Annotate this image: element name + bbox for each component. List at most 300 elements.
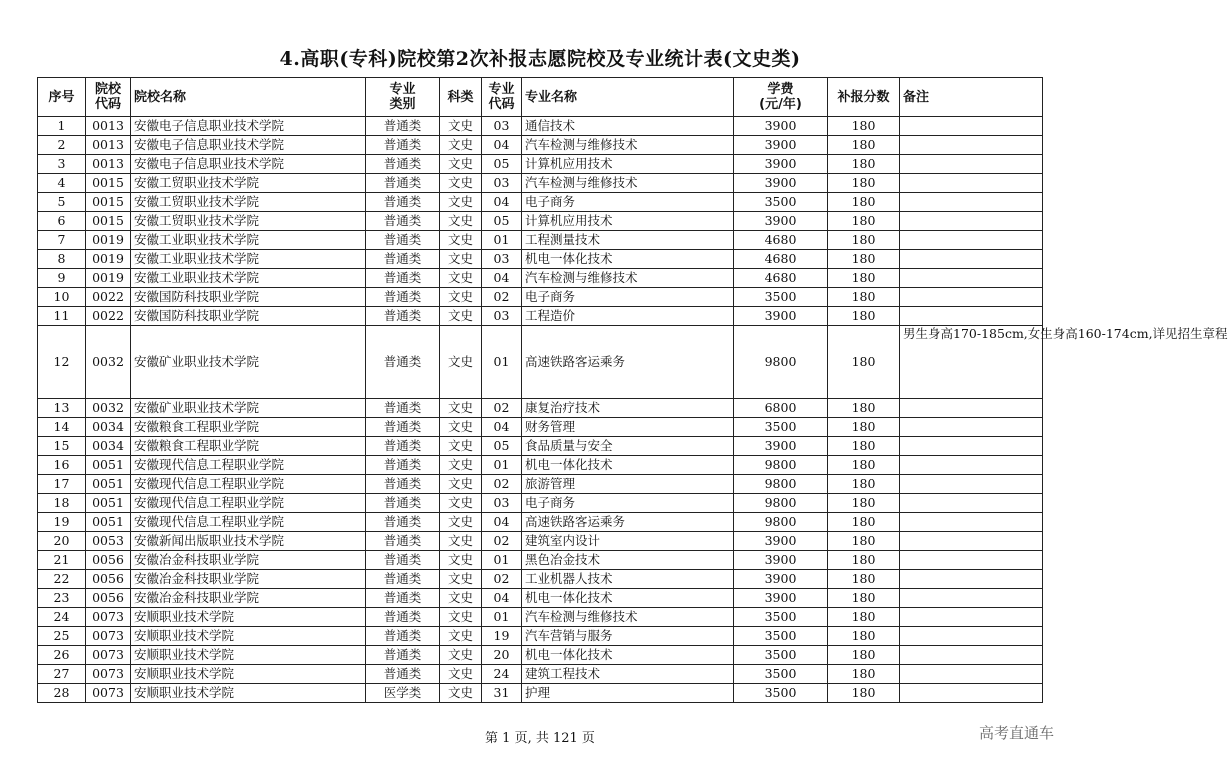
cell-tuition: 3900 bbox=[734, 570, 828, 589]
cell-school-code: 0019 bbox=[86, 269, 131, 288]
cell-seq: 18 bbox=[38, 494, 86, 513]
cell-major-code: 01 bbox=[482, 456, 522, 475]
cell-score: 180 bbox=[828, 269, 900, 288]
cell-school-name: 安徽粮食工程职业学院 bbox=[131, 437, 366, 456]
cell-note bbox=[900, 684, 1043, 703]
cell-tuition: 9800 bbox=[734, 456, 828, 475]
cell-school-name: 安徽国防科技职业学院 bbox=[131, 307, 366, 326]
cell-seq: 21 bbox=[38, 551, 86, 570]
cell-school-code: 0013 bbox=[86, 117, 131, 136]
cell-major-code: 04 bbox=[482, 589, 522, 608]
cell-major-name: 财务管理 bbox=[522, 418, 734, 437]
cell-major-name: 护理 bbox=[522, 684, 734, 703]
cell-seq: 2 bbox=[38, 136, 86, 155]
cell-major-code: 31 bbox=[482, 684, 522, 703]
table-row bbox=[38, 212, 1043, 231]
cell-subject: 文史 bbox=[440, 193, 482, 212]
cell-major-code: 04 bbox=[482, 418, 522, 437]
cell-tuition: 3500 bbox=[734, 288, 828, 307]
page-title: 4.高职(专科)院校第2次补报志愿院校及专业统计表(文史类) bbox=[279, 48, 801, 70]
cell-school-name: 安徽现代信息工程职业学院 bbox=[131, 494, 366, 513]
cell-note bbox=[900, 269, 1043, 288]
header-seq: 序号 bbox=[38, 78, 86, 117]
cell-school-name: 安徽矿业职业技术学院 bbox=[131, 399, 366, 418]
cell-school-name: 安顺职业技术学院 bbox=[131, 608, 366, 627]
cell-school-code: 0019 bbox=[86, 250, 131, 269]
table-header-row bbox=[38, 78, 1043, 117]
cell-note bbox=[900, 532, 1043, 551]
cell-school-name: 安徽电子信息职业技术学院 bbox=[131, 155, 366, 174]
cell-major-name: 工程测量技术 bbox=[522, 231, 734, 250]
cell-major-code: 03 bbox=[482, 174, 522, 193]
cell-subject: 文史 bbox=[440, 627, 482, 646]
table-row bbox=[38, 117, 1043, 136]
cell-note bbox=[900, 608, 1043, 627]
cell-subject: 文史 bbox=[440, 513, 482, 532]
cell-school-name: 安徽工贸职业技术学院 bbox=[131, 193, 366, 212]
cell-seq: 22 bbox=[38, 570, 86, 589]
table-row bbox=[38, 155, 1043, 174]
cell-major-code: 24 bbox=[482, 665, 522, 684]
cell-major-category: 普通类 bbox=[366, 437, 440, 456]
cell-school-code: 0015 bbox=[86, 174, 131, 193]
cell-score: 180 bbox=[828, 608, 900, 627]
cell-major-name: 建筑室内设计 bbox=[522, 532, 734, 551]
cell-school-code: 0053 bbox=[86, 532, 131, 551]
cell-school-name: 安徽工业职业技术学院 bbox=[131, 231, 366, 250]
cell-school-name: 安徽现代信息工程职业学院 bbox=[131, 456, 366, 475]
page-footer: 第 1 页, 共 121 页 bbox=[485, 731, 595, 746]
cell-major-category: 普通类 bbox=[366, 155, 440, 174]
cell-subject: 文史 bbox=[440, 646, 482, 665]
cell-school-name: 安顺职业技术学院 bbox=[131, 646, 366, 665]
cell-major-code: 04 bbox=[482, 513, 522, 532]
cell-major-name: 汽车检测与维修技术 bbox=[522, 269, 734, 288]
cell-tuition: 3500 bbox=[734, 418, 828, 437]
cell-tuition: 3500 bbox=[734, 646, 828, 665]
cell-major-name: 电子商务 bbox=[522, 494, 734, 513]
cell-major-code: 03 bbox=[482, 117, 522, 136]
cell-major-category: 普通类 bbox=[366, 665, 440, 684]
cell-major-name: 建筑工程技术 bbox=[522, 665, 734, 684]
cell-tuition: 9800 bbox=[734, 475, 828, 494]
cell-seq: 13 bbox=[38, 399, 86, 418]
cell-tuition: 9800 bbox=[734, 494, 828, 513]
table-row bbox=[38, 646, 1043, 665]
cell-school-code: 0073 bbox=[86, 627, 131, 646]
table-row bbox=[38, 399, 1043, 418]
cell-tuition: 3900 bbox=[734, 212, 828, 231]
cell-major-category: 普通类 bbox=[366, 475, 440, 494]
cell-school-code: 0073 bbox=[86, 646, 131, 665]
cell-score: 180 bbox=[828, 174, 900, 193]
header-tuition-label: 学费 (元/年) bbox=[759, 82, 802, 112]
cell-score: 180 bbox=[828, 627, 900, 646]
cell-score: 180 bbox=[828, 250, 900, 269]
cell-subject: 文史 bbox=[440, 570, 482, 589]
cell-seq: 5 bbox=[38, 193, 86, 212]
cell-tuition: 3900 bbox=[734, 136, 828, 155]
cell-note bbox=[900, 250, 1043, 269]
table-row bbox=[38, 250, 1043, 269]
cell-school-code: 0022 bbox=[86, 288, 131, 307]
cell-school-name: 安徽电子信息职业技术学院 bbox=[131, 136, 366, 155]
cell-school-name: 安顺职业技术学院 bbox=[131, 665, 366, 684]
cell-major-category: 普通类 bbox=[366, 646, 440, 665]
cell-tuition: 9800 bbox=[734, 513, 828, 532]
cell-seq: 16 bbox=[38, 456, 86, 475]
cell-school-name: 安徽电子信息职业技术学院 bbox=[131, 117, 366, 136]
cell-note bbox=[900, 456, 1043, 475]
table-row bbox=[38, 608, 1043, 627]
cell-tuition: 3500 bbox=[734, 608, 828, 627]
cell-school-code: 0034 bbox=[86, 418, 131, 437]
table-row bbox=[38, 193, 1043, 212]
cell-tuition: 3900 bbox=[734, 155, 828, 174]
cell-major-name: 机电一体化技术 bbox=[522, 646, 734, 665]
cell-major-category: 普通类 bbox=[366, 513, 440, 532]
header-school-name: 院校名称 bbox=[131, 78, 366, 117]
cell-note bbox=[900, 475, 1043, 494]
cell-tuition: 4680 bbox=[734, 269, 828, 288]
cell-seq: 12 bbox=[38, 326, 86, 399]
cell-score: 180 bbox=[828, 532, 900, 551]
cell-major-name: 高速铁路客运乘务 bbox=[522, 513, 734, 532]
cell-subject: 文史 bbox=[440, 250, 482, 269]
cell-seq: 17 bbox=[38, 475, 86, 494]
cell-seq: 23 bbox=[38, 589, 86, 608]
cell-major-name: 汽车检测与维修技术 bbox=[522, 608, 734, 627]
cell-score: 180 bbox=[828, 117, 900, 136]
cell-tuition: 3900 bbox=[734, 174, 828, 193]
cell-major-category: 普通类 bbox=[366, 608, 440, 627]
cell-subject: 文史 bbox=[440, 684, 482, 703]
cell-major-code: 01 bbox=[482, 231, 522, 250]
cell-seq: 10 bbox=[38, 288, 86, 307]
cell-major-name: 电子商务 bbox=[522, 288, 734, 307]
cell-major-name: 工程造价 bbox=[522, 307, 734, 326]
cell-major-category: 普通类 bbox=[366, 117, 440, 136]
cell-score: 180 bbox=[828, 231, 900, 250]
cell-school-name: 安徽新闻出版职业技术学院 bbox=[131, 532, 366, 551]
cell-score: 180 bbox=[828, 418, 900, 437]
cell-major-code: 03 bbox=[482, 250, 522, 269]
cell-major-name: 计算机应用技术 bbox=[522, 155, 734, 174]
cell-note bbox=[900, 589, 1043, 608]
cell-note bbox=[900, 307, 1043, 326]
table-row bbox=[38, 136, 1043, 155]
cell-tuition: 6800 bbox=[734, 399, 828, 418]
cell-note bbox=[900, 117, 1043, 136]
table-row bbox=[38, 513, 1043, 532]
cell-tuition: 3900 bbox=[734, 551, 828, 570]
cell-major-category: 普通类 bbox=[366, 627, 440, 646]
cell-note bbox=[900, 231, 1043, 250]
cell-seq: 4 bbox=[38, 174, 86, 193]
cell-tuition: 9800 bbox=[734, 326, 828, 399]
header-major-category bbox=[366, 78, 440, 117]
cell-major-name: 机电一体化技术 bbox=[522, 250, 734, 269]
cell-school-name: 安徽矿业职业技术学院 bbox=[131, 326, 366, 399]
table-body bbox=[38, 117, 1228, 703]
cell-school-name: 安徽工贸职业技术学院 bbox=[131, 212, 366, 231]
cell-seq: 3 bbox=[38, 155, 86, 174]
cell-major-code: 05 bbox=[482, 155, 522, 174]
cell-score: 180 bbox=[828, 646, 900, 665]
cell-subject: 文史 bbox=[440, 307, 482, 326]
cell-school-name: 安徽粮食工程职业学院 bbox=[131, 418, 366, 437]
cell-major-name: 通信技术 bbox=[522, 117, 734, 136]
cell-major-category: 普通类 bbox=[366, 250, 440, 269]
cell-major-name: 食品质量与安全 bbox=[522, 437, 734, 456]
header-major-code bbox=[482, 78, 522, 117]
cell-tuition: 4680 bbox=[734, 231, 828, 250]
cell-tuition: 4680 bbox=[734, 250, 828, 269]
table-row bbox=[38, 456, 1043, 475]
header-major-code-label: 专业 代码 bbox=[488, 82, 515, 112]
cell-score: 180 bbox=[828, 570, 900, 589]
table-row bbox=[38, 231, 1043, 250]
cell-subject: 文史 bbox=[440, 399, 482, 418]
cell-major-name: 康复治疗技术 bbox=[522, 399, 734, 418]
cell-score: 180 bbox=[828, 399, 900, 418]
cell-school-code: 0056 bbox=[86, 551, 131, 570]
cell-major-code: 05 bbox=[482, 437, 522, 456]
cell-major-code: 02 bbox=[482, 475, 522, 494]
cell-seq: 26 bbox=[38, 646, 86, 665]
cell-note bbox=[900, 155, 1043, 174]
cell-major-name: 工业机器人技术 bbox=[522, 570, 734, 589]
table-row bbox=[38, 665, 1043, 684]
cell-school-code: 0073 bbox=[86, 684, 131, 703]
cell-school-code: 0051 bbox=[86, 456, 131, 475]
cell-score: 180 bbox=[828, 475, 900, 494]
cell-school-code: 0032 bbox=[86, 326, 131, 399]
table-row bbox=[38, 288, 1043, 307]
cell-school-name: 安徽冶金科技职业学院 bbox=[131, 551, 366, 570]
cell-major-name: 电子商务 bbox=[522, 193, 734, 212]
cell-school-code: 0056 bbox=[86, 570, 131, 589]
cell-major-code: 19 bbox=[482, 627, 522, 646]
cell-school-name: 安徽工业职业技术学院 bbox=[131, 269, 366, 288]
cell-seq: 15 bbox=[38, 437, 86, 456]
cell-major-category: 普通类 bbox=[366, 494, 440, 513]
cell-tuition: 3500 bbox=[734, 684, 828, 703]
cell-school-code: 0051 bbox=[86, 475, 131, 494]
cell-score: 180 bbox=[828, 684, 900, 703]
cell-major-category: 普通类 bbox=[366, 174, 440, 193]
cell-score: 180 bbox=[828, 193, 900, 212]
cell-major-code: 04 bbox=[482, 136, 522, 155]
cell-major-category: 普通类 bbox=[366, 326, 440, 399]
cell-major-name: 高速铁路客运乘务 bbox=[522, 326, 734, 399]
cell-major-name: 旅游管理 bbox=[522, 475, 734, 494]
data-table bbox=[37, 77, 1228, 703]
cell-school-code: 0015 bbox=[86, 212, 131, 231]
cell-school-code: 0034 bbox=[86, 437, 131, 456]
cell-major-name: 机电一体化技术 bbox=[522, 456, 734, 475]
cell-score: 180 bbox=[828, 494, 900, 513]
cell-score: 180 bbox=[828, 307, 900, 326]
cell-school-name: 安徽现代信息工程职业学院 bbox=[131, 475, 366, 494]
cell-major-name: 黑色冶金技术 bbox=[522, 551, 734, 570]
cell-note bbox=[900, 627, 1043, 646]
table-row bbox=[38, 269, 1043, 288]
cell-subject: 文史 bbox=[440, 269, 482, 288]
table-row bbox=[38, 551, 1043, 570]
cell-subject: 文史 bbox=[440, 174, 482, 193]
cell-major-category: 普通类 bbox=[366, 288, 440, 307]
header-school-code bbox=[86, 78, 131, 117]
cell-note bbox=[900, 288, 1043, 307]
cell-major-category: 普通类 bbox=[366, 589, 440, 608]
cell-major-category: 普通类 bbox=[366, 418, 440, 437]
cell-score: 180 bbox=[828, 155, 900, 174]
cell-score: 180 bbox=[828, 136, 900, 155]
cell-seq: 27 bbox=[38, 665, 86, 684]
cell-seq: 8 bbox=[38, 250, 86, 269]
cell-note bbox=[900, 418, 1043, 437]
cell-tuition: 3900 bbox=[734, 589, 828, 608]
cell-school-name: 安徽现代信息工程职业学院 bbox=[131, 513, 366, 532]
cell-school-code: 0051 bbox=[86, 513, 131, 532]
cell-major-category: 普通类 bbox=[366, 307, 440, 326]
cell-subject: 文史 bbox=[440, 437, 482, 456]
cell-note bbox=[900, 136, 1043, 155]
cell-school-code: 0022 bbox=[86, 307, 131, 326]
cell-seq: 1 bbox=[38, 117, 86, 136]
header-subject: 科类 bbox=[440, 78, 482, 117]
cell-major-name: 机电一体化技术 bbox=[522, 589, 734, 608]
cell-school-name: 安徽工业职业技术学院 bbox=[131, 250, 366, 269]
cell-seq: 11 bbox=[38, 307, 86, 326]
cell-major-category: 普通类 bbox=[366, 136, 440, 155]
cell-major-code: 04 bbox=[482, 269, 522, 288]
cell-seq: 7 bbox=[38, 231, 86, 250]
table-row bbox=[38, 589, 1043, 608]
cell-subject: 文史 bbox=[440, 212, 482, 231]
table-row bbox=[38, 437, 1043, 456]
header-major-category-label: 专业 类别 bbox=[389, 82, 416, 112]
cell-note bbox=[900, 513, 1043, 532]
cell-subject: 文史 bbox=[440, 136, 482, 155]
cell-major-code: 04 bbox=[482, 193, 522, 212]
table-row bbox=[38, 627, 1043, 646]
cell-major-code: 02 bbox=[482, 399, 522, 418]
cell-school-code: 0073 bbox=[86, 665, 131, 684]
cell-subject: 文史 bbox=[440, 231, 482, 250]
cell-note bbox=[900, 570, 1043, 589]
cell-tuition: 3900 bbox=[734, 307, 828, 326]
header-school-code-label: 院校 代码 bbox=[94, 82, 121, 112]
cell-school-name: 安徽冶金科技职业学院 bbox=[131, 589, 366, 608]
table-row bbox=[38, 418, 1043, 437]
cell-score: 180 bbox=[828, 551, 900, 570]
cell-note bbox=[900, 437, 1043, 456]
cell-major-category: 普通类 bbox=[366, 570, 440, 589]
table-row bbox=[38, 684, 1043, 703]
cell-tuition: 3500 bbox=[734, 193, 828, 212]
cell-school-name: 安徽冶金科技职业学院 bbox=[131, 570, 366, 589]
cell-major-category: 普通类 bbox=[366, 212, 440, 231]
cell-major-category: 普通类 bbox=[366, 231, 440, 250]
cell-school-code: 0019 bbox=[86, 231, 131, 250]
header-score: 补报分数 bbox=[828, 78, 900, 117]
cell-school-code: 0013 bbox=[86, 136, 131, 155]
cell-note bbox=[900, 551, 1043, 570]
cell-score: 180 bbox=[828, 589, 900, 608]
cell-subject: 文史 bbox=[440, 326, 482, 399]
cell-seq: 9 bbox=[38, 269, 86, 288]
cell-subject: 文史 bbox=[440, 475, 482, 494]
cell-note bbox=[900, 212, 1043, 231]
table-row bbox=[38, 570, 1043, 589]
cell-subject: 文史 bbox=[440, 155, 482, 174]
cell-school-code: 0032 bbox=[86, 399, 131, 418]
cell-major-name: 汽车营销与服务 bbox=[522, 627, 734, 646]
cell-school-name: 安顺职业技术学院 bbox=[131, 627, 366, 646]
table-row bbox=[38, 494, 1043, 513]
cell-school-name: 安徽工贸职业技术学院 bbox=[131, 174, 366, 193]
cell-major-code: 01 bbox=[482, 326, 522, 399]
cell-major-code: 20 bbox=[482, 646, 522, 665]
table-row bbox=[38, 174, 1043, 193]
cell-major-category: 医学类 bbox=[366, 684, 440, 703]
table-row bbox=[38, 475, 1043, 494]
cell-school-code: 0013 bbox=[86, 155, 131, 174]
cell-score: 180 bbox=[828, 212, 900, 231]
cell-major-code: 02 bbox=[482, 532, 522, 551]
cell-major-code: 05 bbox=[482, 212, 522, 231]
cell-major-name: 汽车检测与维修技术 bbox=[522, 136, 734, 155]
table-row bbox=[38, 307, 1043, 326]
cell-score: 180 bbox=[828, 288, 900, 307]
header-note: 备注 bbox=[900, 78, 1043, 117]
cell-major-category: 普通类 bbox=[366, 551, 440, 570]
cell-seq: 19 bbox=[38, 513, 86, 532]
cell-seq: 14 bbox=[38, 418, 86, 437]
cell-note bbox=[900, 174, 1043, 193]
cell-tuition: 3900 bbox=[734, 437, 828, 456]
cell-tuition: 3900 bbox=[734, 532, 828, 551]
cell-score: 180 bbox=[828, 665, 900, 684]
cell-major-name: 计算机应用技术 bbox=[522, 212, 734, 231]
cell-major-category: 普通类 bbox=[366, 269, 440, 288]
cell-subject: 文史 bbox=[440, 494, 482, 513]
cell-note bbox=[900, 399, 1043, 418]
cell-tuition: 3900 bbox=[734, 117, 828, 136]
cell-school-code: 0073 bbox=[86, 608, 131, 627]
cell-seq: 20 bbox=[38, 532, 86, 551]
cell-major-name: 汽车检测与维修技术 bbox=[522, 174, 734, 193]
cell-note bbox=[900, 494, 1043, 513]
cell-major-code: 02 bbox=[482, 570, 522, 589]
watermark: 高考直通车 bbox=[978, 724, 1054, 742]
cell-score: 180 bbox=[828, 326, 900, 399]
cell-subject: 文史 bbox=[440, 117, 482, 136]
cell-major-category: 普通类 bbox=[366, 399, 440, 418]
cell-tuition: 3500 bbox=[734, 627, 828, 646]
cell-school-code: 0056 bbox=[86, 589, 131, 608]
cell-seq: 25 bbox=[38, 627, 86, 646]
cell-major-code: 03 bbox=[482, 494, 522, 513]
header-major-name: 专业名称 bbox=[522, 78, 734, 117]
table-row bbox=[38, 326, 1043, 399]
cell-subject: 文史 bbox=[440, 418, 482, 437]
cell-note bbox=[900, 193, 1043, 212]
cell-school-code: 0015 bbox=[86, 193, 131, 212]
cell-major-category: 普通类 bbox=[366, 193, 440, 212]
